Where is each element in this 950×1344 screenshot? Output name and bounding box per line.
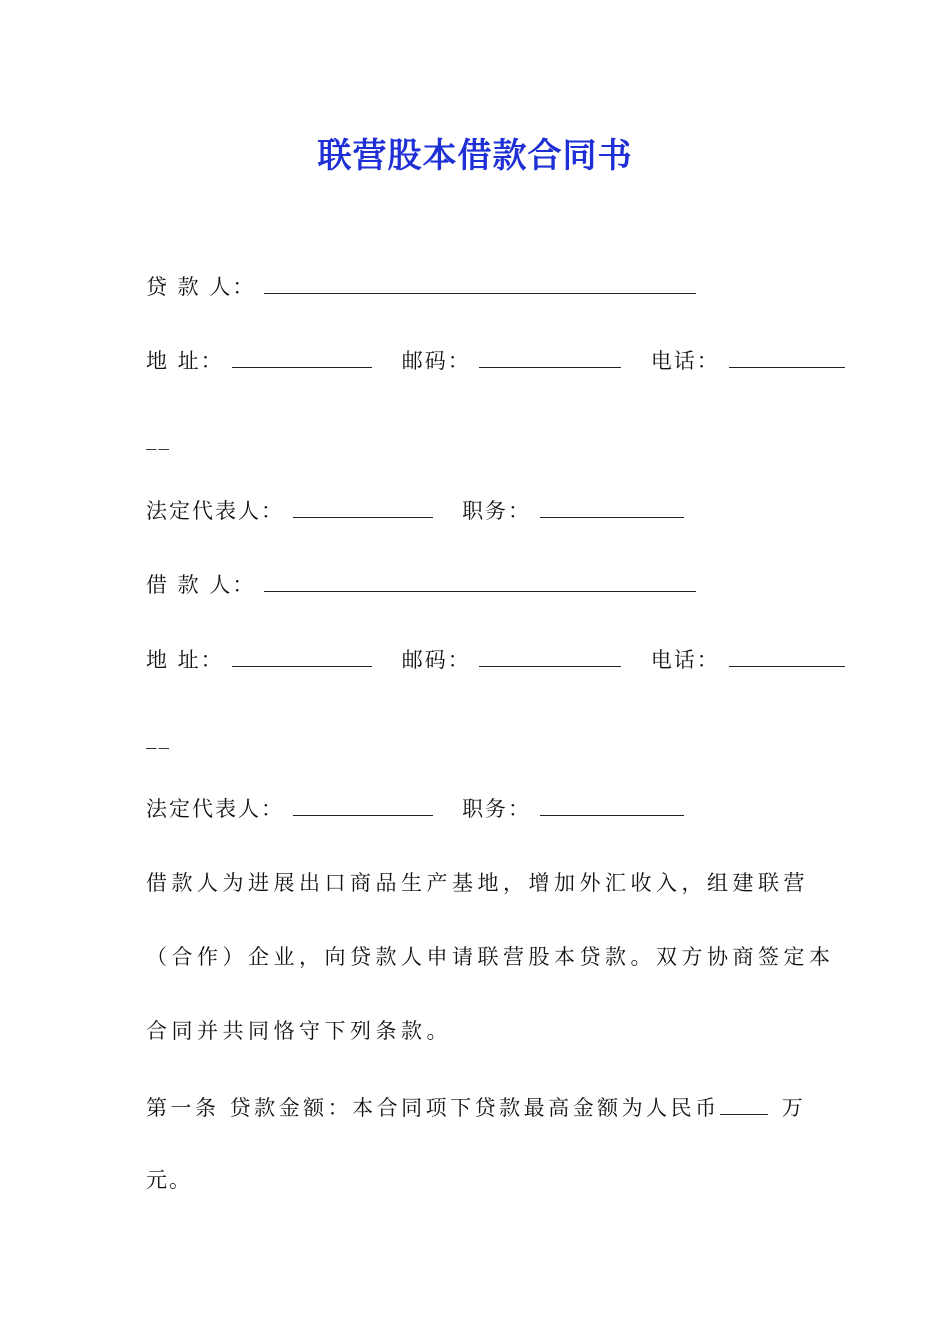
lender-rep-label: 法定代表人：	[146, 499, 284, 523]
lender-postcode-label: 邮码：	[401, 349, 471, 373]
lender-phone-label: 电话：	[650, 349, 720, 373]
lender-phone-overflow: __	[146, 426, 171, 450]
borrower-contact-line	[146, 644, 845, 675]
borrower-title-label: 职务：	[462, 797, 532, 821]
borrower-phone-overflow: __	[146, 725, 171, 749]
borrower-name-blank[interactable]	[264, 569, 696, 592]
lender-label: 贷 款 人：	[146, 275, 256, 299]
borrower-line	[146, 569, 696, 600]
lender-title-label: 职务：	[462, 499, 532, 523]
borrower-postcode-label: 邮码：	[401, 648, 471, 672]
article-1-line-1	[146, 1092, 806, 1123]
borrower-rep-blank[interactable]	[293, 793, 433, 816]
lender-rep-blank[interactable]	[293, 495, 433, 518]
borrower-label: 借 款 人：	[146, 573, 256, 597]
lender-phone-blank[interactable]	[729, 345, 845, 368]
lender-title-blank[interactable]	[540, 495, 684, 518]
lender-contact-line	[146, 345, 845, 376]
article-1-unit: 万	[781, 1096, 807, 1120]
borrower-rep-label: 法定代表人：	[146, 797, 284, 821]
lender-name-blank[interactable]	[264, 271, 696, 294]
document-title: 联营股本借款合同书	[317, 136, 633, 176]
lender-address-label: 地 址：	[146, 349, 224, 373]
lender-postcode-blank[interactable]	[479, 345, 621, 368]
preamble-line-2: （合作）企业，向贷款人申请联营股本贷款。双方协商签定本	[146, 945, 835, 969]
borrower-address-blank[interactable]	[232, 644, 372, 667]
article-1-text: 第一条 贷款金额：本合同项下贷款最高金额为人民币	[146, 1096, 720, 1120]
borrower-title-blank[interactable]	[540, 793, 684, 816]
lender-line	[146, 271, 696, 302]
article-1-line-2: 元。	[146, 1168, 192, 1192]
borrower-phone-label: 电话：	[650, 648, 720, 672]
borrower-phone-blank[interactable]	[729, 644, 845, 667]
lender-address-blank[interactable]	[232, 345, 372, 368]
borrower-postcode-blank[interactable]	[479, 644, 621, 667]
lender-rep-line	[146, 495, 684, 526]
preamble-line-3: 合同并共同恪守下列条款。	[146, 1019, 452, 1043]
borrower-rep-line	[146, 793, 684, 824]
borrower-address-label: 地 址：	[146, 648, 224, 672]
loan-amount-blank[interactable]	[720, 1092, 768, 1115]
preamble-line-1: 借款人为进展出口商品生产基地，增加外汇收入，组建联营	[146, 871, 809, 895]
